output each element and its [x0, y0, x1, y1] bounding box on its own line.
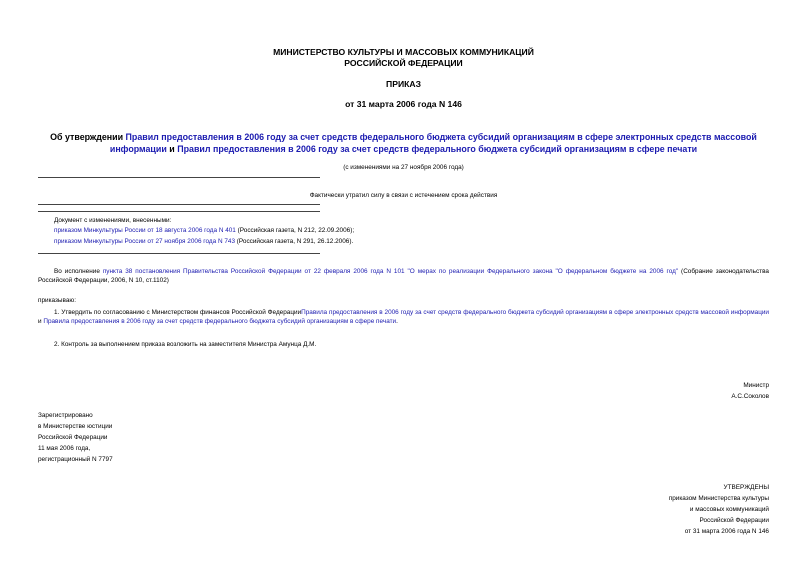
divider [38, 253, 320, 254]
changes-note: (с изменениями на 27 ноября 2006 года) [343, 164, 464, 171]
registration-line: регистрационный N 7797 [38, 456, 113, 463]
title-middle: и [166, 144, 178, 154]
approval-line: УТВЕРЖДЕНЫ [723, 484, 769, 491]
divider [38, 211, 320, 212]
clause-1-link-electronic-media-rules[interactable]: Правила предоставления в 2006 году за счет средств федерального бюджета субсидий организациям в сфере электронных средств массовой информации [301, 309, 770, 316]
clause-1-link-print-rules[interactable]: Правила предоставления в 2006 году за счет средств федерального бюджета субсидий организациям в сфере печати [43, 318, 397, 325]
approval-stamp [669, 483, 769, 536]
approval-line: Российской Федерации [699, 517, 769, 524]
clause-2: 2. Контроль за выполнением приказа возложить на заместителя Министра Амунца Д.М. [54, 341, 317, 348]
approval-line: приказом Министерства культуры [668, 495, 769, 502]
title-link-print-rules[interactable]: Правил предоставления в 2006 году за счет средств федерального бюджета субсидий организациям в сфере печати [177, 144, 698, 154]
registration-block [38, 411, 113, 464]
registration-line: 11 мая 2006 года, [38, 445, 91, 452]
preamble-text: Во исполнение [54, 268, 103, 275]
preamble-source: (Собрание законодательства Российской Федерации, 2006, N 10, ст.1102) [38, 268, 769, 284]
ministry-line-2: РОССИЙСКОЙ ФЕДЕРАЦИИ [344, 58, 463, 68]
ministry-line-1: МИНИСТЕРСТВО КУЛЬТУРЫ И МАССОВЫХ КОММУНИКАЦИЙ [273, 47, 534, 57]
approval-line: и массовых коммуникаций [689, 506, 769, 513]
clause-1-middle: и [38, 318, 44, 325]
amendments-heading: Документ с изменениями, внесенными: [54, 217, 172, 224]
preamble-link[interactable]: пункта 38 постановления Правительства Российской Федерации от 22 февраля 2006 года N 101 "О мерах по реализации Федерального закона "О федеральном бюджете на 2006 год" [102, 268, 679, 275]
amendment-item [54, 237, 353, 246]
preamble [38, 267, 769, 285]
ministry-name [0, 47, 807, 69]
registration-line: Зарегистрировано [38, 412, 93, 419]
amendment-link[interactable]: приказом Минкультуры России от 27 ноября 2006 года N 743 [54, 238, 236, 245]
signature-name: А.С.Соколов [731, 393, 769, 400]
amendment-item [54, 226, 354, 235]
clause-1 [38, 308, 769, 326]
divider [38, 177, 320, 178]
registration-line: в Министерстве юстиции [38, 423, 113, 430]
approval-line: от 31 марта 2006 года N 146 [684, 528, 769, 535]
registration-line: Российской Федерации [38, 434, 108, 441]
clause-1-end: . [396, 318, 398, 325]
amendment-source: (Российская газета, N 212, 22.09.2006); [235, 227, 355, 234]
document-title [38, 131, 769, 155]
title-prefix: Об утверждении [50, 132, 126, 142]
amendment-link[interactable]: приказом Минкультуры России от 18 августа 2006 года N 401 [54, 227, 236, 234]
signature-position: Министр [743, 382, 769, 389]
status-note: Фактически утратил силу в связи с истечением срока действия [309, 192, 498, 199]
doc-type: ПРИКАЗ [386, 79, 421, 89]
title-link-electronic-media-rules[interactable]: Правил предоставления в 2006 году за счет средств федерального бюджета субсидий организациям в сфере электронных средств массовой информации [109, 132, 757, 154]
amendment-source: (Российская газета, N 291, 26.12.2006). [235, 238, 354, 245]
doc-date-number: от 31 марта 2006 года N 146 [345, 99, 462, 109]
signature-block [731, 381, 769, 401]
order-word: приказываю: [38, 297, 76, 304]
divider [38, 204, 320, 205]
clause-1-text: 1. Утвердить по согласованию с Министерством финансов Российской Федерации [54, 309, 302, 316]
